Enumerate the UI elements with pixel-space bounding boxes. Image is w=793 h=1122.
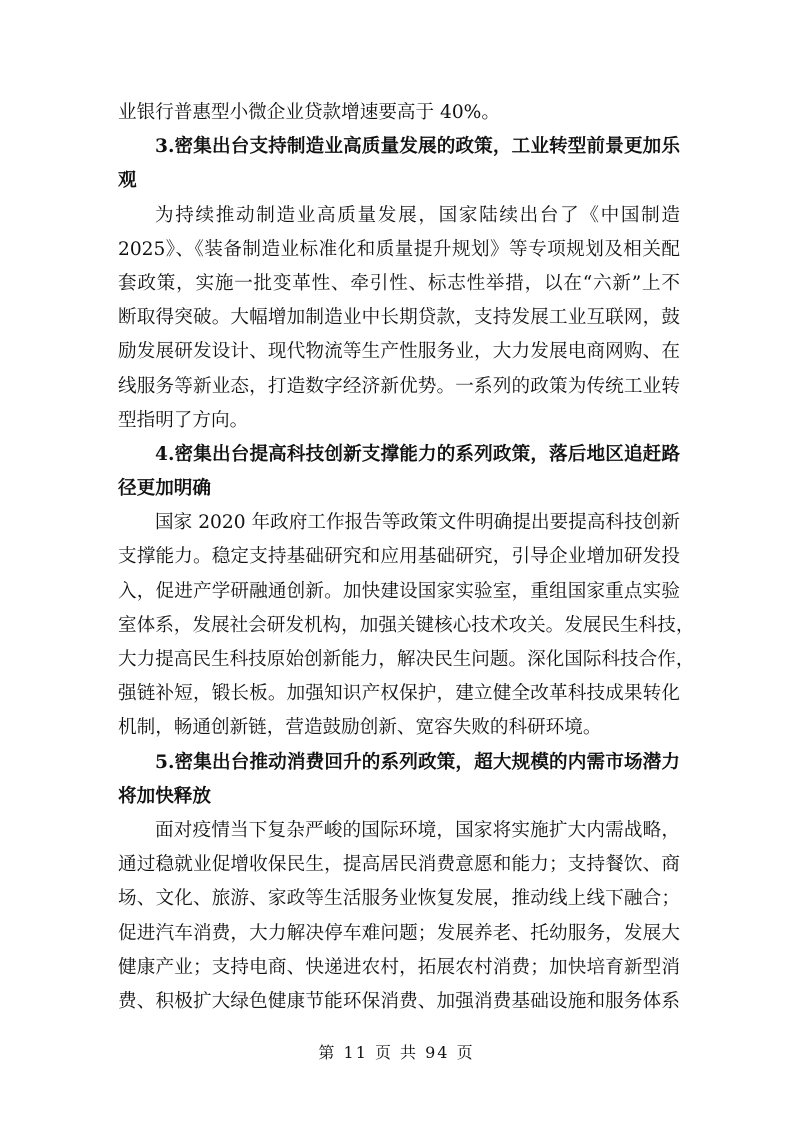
body-line: 型指明了方向。 [118,409,249,431]
body-line: 入，促进产学研融通创新。加快建设国家实验室，重组国家重点实验 [118,580,680,602]
body-line: 通过稳就业促增收保民生，提高居民消费意愿和能力；支持餐饮、商 [118,854,680,876]
body-line: 场、文化、旅游、家政等生活服务业恢复发展，推动线上线下融合； [118,888,680,910]
body-line: 国家 2020 年政府工作报告等政策文件明确提出要提高科技创新 [155,512,680,534]
body-line: 套政策，实施一批变革性、牵引性、标志性举措，以在“六新”上不 [118,272,680,294]
body-line: 大力提高民生科技原始创新能力，解决民生问题。深化国际科技合作， [118,649,695,670]
body-line: 为持续推动制造业高质量发展，国家陆续出台了《中国制造 [155,204,680,226]
page-number: 第 11 页 共 94 页 [318,1043,475,1062]
body-line: 2025》、《装备制造业标准化和质量提升规划》等专项规划及相关配 [118,238,680,260]
body-line: 业银行普惠型小微企业贷款增速要高于 40%。 [118,102,500,123]
body-line: 支撑能力。稳定支持基础研究和应用基础研究，引导企业增加研发投 [118,546,680,568]
body-line: 线服务等新业态，打造数字经济新优势。一系列的政策为传统工业转 [118,375,680,397]
body-line: 断取得突破。大幅增加制造业中长期贷款，支持发展工业互联网，鼓 [118,307,680,329]
body-line: 促进汽车消费，大力解决停车难问题；发展养老、托幼服务，发展大 [118,922,680,944]
section-heading-5: 5.密集出台推动消费回升的系列政策，超大规模的内需市场潜力 [155,751,680,773]
body-line: 健康产业；支持电商、快递进农村，拓展农村消费；加快培育新型消 [118,956,680,978]
section-heading-4: 4.密集出台提高科技创新支撑能力的系列政策，落后地区追赶路 [155,443,680,465]
section-heading-5-cont: 将加快释放 [118,785,211,807]
document-body [118,96,695,1019]
body-line: 费、积极扩大绿色健康节能环保消费、加强消费基础设施和服务体系 [118,990,680,1012]
body-line: 强链补短，锻长板。加强知识产权保护，建立健全改革科技成果转化 [118,683,680,705]
section-heading-3-cont: 观 [118,170,137,192]
section-heading-3: 3.密集出台支持制造业高质量发展的政策，工业转型前景更加乐 [155,136,680,158]
body-line: 面对疫情当下复杂严峻的国际环境，国家将实施扩大内需战略， [155,819,680,841]
section-heading-4-cont: 径更加明确 [118,478,211,500]
body-line: 机制，畅通创新链，营造鼓励创新、宽容失败的科研环境。 [118,717,602,739]
body-line: 励发展研发设计、现代物流等生产性服务业，大力发展电商网购、在 [118,341,680,363]
body-line: 室体系，发展社会研发机构，加强关键核心技术攻关。发展民生科技， [118,614,695,636]
